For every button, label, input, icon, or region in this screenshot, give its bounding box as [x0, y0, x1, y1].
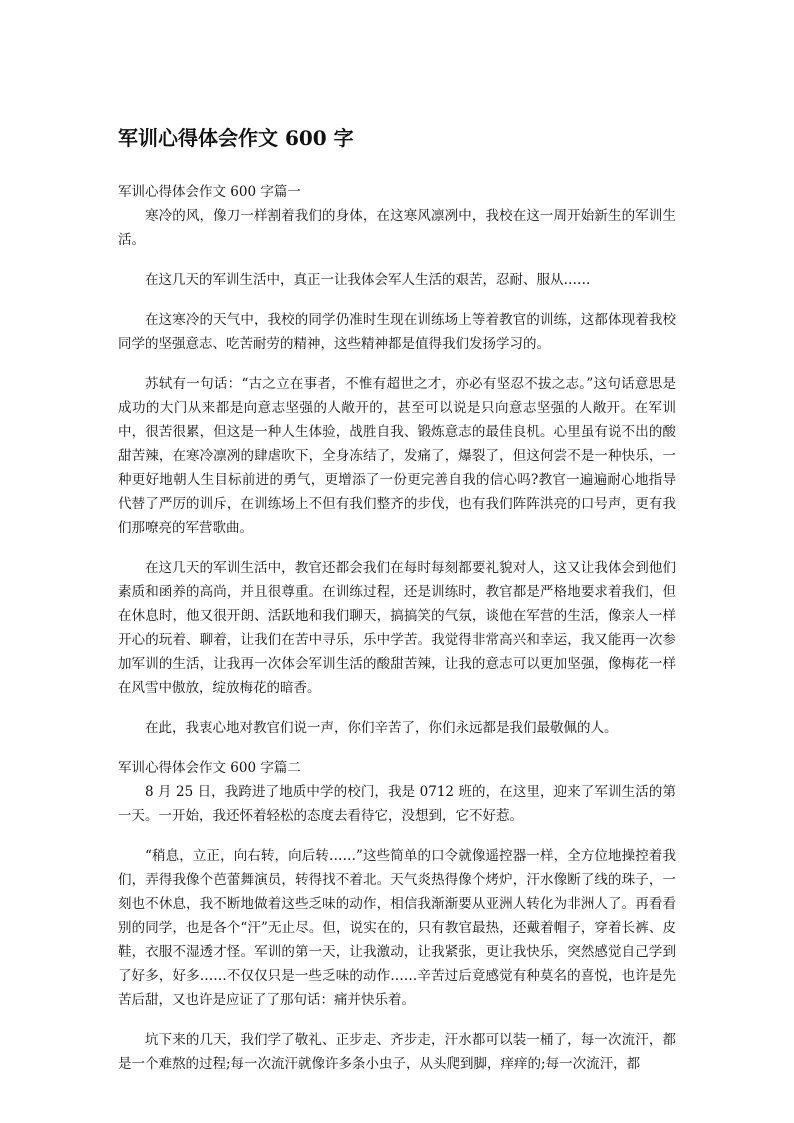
section-heading: 军训心得体会作文 600 字篇一 — [118, 184, 301, 200]
document-title: 军训心得体会作文 600 字 — [118, 126, 354, 150]
paragraph: 寒冷的风，像刀一样割着我们的身体，在这寒风凛冽中，我校在这一周开始新生的军训生活。 — [118, 208, 676, 248]
document-body — [118, 180, 676, 1092]
paragraph: 8 月 25 日，我跨进了地质中学的校门，我是 0712 班的，在这里，迎来了军训生活的第一天。一开始，我还怀着轻松的态度去看待它，没想到，它不好惹。 — [118, 784, 676, 824]
paragraph: 在此，我衷心地对教官们说一声，你们辛苦了，你们永远都是我们最敬佩的人。 — [145, 720, 618, 736]
paragraph: 在这寒冷的天气中，我校的同学仍准时生现在训练场上等着教官的训练，这都体现着我校同学的坚强意志、吃苦耐劳的精神，这些精神都是值得我们发扬学习的。 — [118, 312, 676, 352]
section-heading: 军训心得体会作文 600 字篇二 — [118, 760, 301, 776]
paragraph: 苏轼有一句话：“古之立在事者，不惟有超世之才，亦必有坚忍不拔之志。”这句话意思是成功的大门从来都是向意志坚强的人敞开的，甚至可以说是只向意志坚强的人敞开。在军训中，很苦很累，但这是一种人生体验，战胜自我、锻炼意志的最佳良机。心里虽有说不出的酸甜苦辣，在寒冷凛冽的肆虐吹下，全身冻结了，发痛了，爆裂了，但这何尝不是一种快乐，一种更好地朝人生目标前进的勇气，更增添了一份更完善自我的信心吗?教官一遍遍耐心地指导代替了严厉的训斥，在训练场上不但有我们整齐的步伐，也有我们阵阵洪亮的口号声，更有我们那嘹亮的军营歌曲。 — [118, 376, 676, 536]
paragraph: 在这几天的军训生活中，教官还都会我们在每时每刻都要礼貌对人，这又让我体会到他们素质和函养的高尚，并且很尊重。在训练过程，还是训练时，教官都是严格地要求着我们，但在休息时，他又很开朗、活跃地和我们聊天，搞搞笑的气氛，谈他在军营的生活，像亲人一样开心的玩着、聊着，让我们在苦中寻乐，乐中学苦。我觉得非常高兴和幸运，我又能再一次参加军训的生活，让我再一次体会军训生活的酸甜苦辣，让我的意志可以更加坚强，像梅花一样在风雪中傲放，绽放梅花的暗香。 — [118, 560, 676, 696]
paragraph: “稍息，立正，向右转，向后转……”这些简单的口令就像遥控器一样，全方位地操控着我们，弄得我像个芭蕾舞演员，转得找不着北。天气炎热得像个烤炉，汗水像断了线的珠子，一刻也不休息，我不断地做着这些乏味的动作，相信我渐渐要从亚洲人转化为非洲人了。再看看别的同学，也是各个“汗”无止尽。但，说实在的，只有教官最热，还戴着帽子，穿着长裤、皮鞋，衣服不湿透才怪。军训的第一天，让我激动，让我紧张，更让我快乐，突然感觉自己学到了好多，好多……不仅仅只是一些乏味的动作……辛苦过后竟感觉有种莫名的喜悦，也许是先苦后甜，又也许是应证了了那句话：痛并快乐着。 — [118, 848, 676, 1008]
paragraph: 坑下来的几天，我们学了敬礼、正步走、齐步走，汗水都可以装一桶了，每一次流汗，都是一个难熬的过程;每一次流汗就像许多条小虫子，从头爬到脚，痒痒的;每一次流汗，都 — [118, 1032, 676, 1072]
paragraph: 在这几天的军训生活中，真正一让我体会军人生活的艰苦，忍耐、服从…… — [145, 272, 591, 288]
